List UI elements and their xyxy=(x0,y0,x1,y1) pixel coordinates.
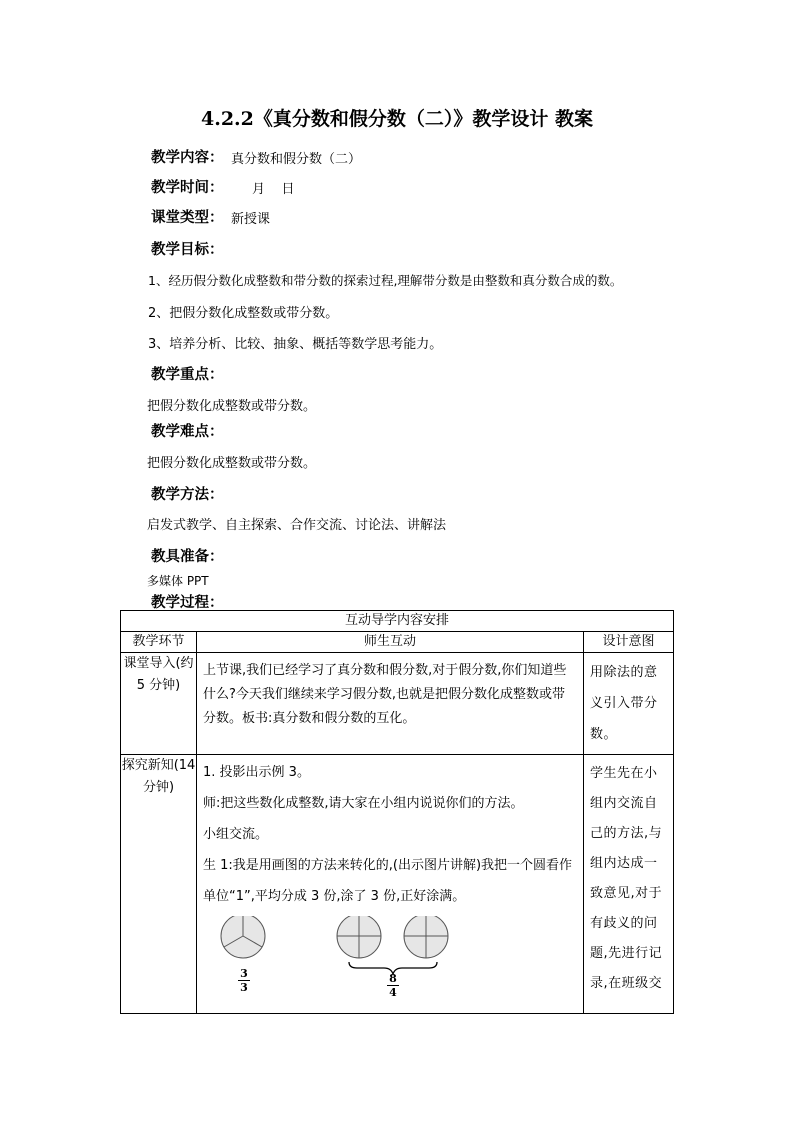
table-row xyxy=(121,653,674,755)
stage-cell: 探究新知(14 分钟) xyxy=(121,758,196,795)
time-label: 教学时间： xyxy=(151,180,224,196)
process-label: 教学过程： xyxy=(151,595,224,611)
circle-quarters-1 xyxy=(337,916,381,958)
interaction-line: 小组交流。 xyxy=(203,827,269,842)
table-caption: 互动导学内容安排 xyxy=(121,611,674,632)
fraction-denominator: 3 xyxy=(240,981,248,994)
process-table xyxy=(120,610,674,1014)
interaction-line: 1. 投影出示例 3。 xyxy=(203,765,310,780)
difficulty-value: 把假分数化成整数或带分数。 xyxy=(147,456,317,471)
difficulty-label: 教学难点： xyxy=(151,424,224,440)
header-stage: 教学环节 xyxy=(121,632,197,653)
tools-value: 多媒体 PPT xyxy=(147,574,209,588)
fraction-numerator: 3 xyxy=(240,967,248,980)
goal-item-2: 2、把假分数化成整数或带分数。 xyxy=(148,306,339,321)
methods-value: 启发式教学、自主探索、合作交流、讨论法、讲解法 xyxy=(147,518,447,533)
content-value: 真分数和假分数（二） xyxy=(231,152,362,167)
fraction-three-thirds xyxy=(238,968,250,993)
key-label: 教学重点： xyxy=(151,367,224,383)
interaction-line: 师:把这些数化成整数,请大家在小组内说说你们的方法。 xyxy=(203,796,524,811)
interaction-cell xyxy=(197,755,583,916)
document-title: 4.2.2《真分数和假分数（二）》教学设计 教案 xyxy=(200,108,593,130)
header-interaction: 师生互动 xyxy=(197,632,584,653)
fraction-figure xyxy=(197,916,583,1008)
content-label: 教学内容： xyxy=(151,150,224,166)
goals-label: 教学目标： xyxy=(151,242,224,258)
fraction-denominator: 4 xyxy=(389,986,397,999)
key-value: 把假分数化成整数或带分数。 xyxy=(147,399,317,414)
fraction-numerator: 8 xyxy=(389,972,397,985)
type-value: 新授课 xyxy=(231,212,271,227)
tools-label: 教具准备： xyxy=(151,549,224,565)
interaction-line: 生 1:我是用画图的方法来转化的,(出示图片讲解)我把一个圆看作单位“1”,平均分成 3 份,涂了 3 份,正好涂满。 xyxy=(203,858,573,904)
circle-quarters-2 xyxy=(404,916,448,958)
fraction-eight-fourths xyxy=(387,973,399,998)
type-label: 课堂类型： xyxy=(151,210,224,226)
stage-cell: 课堂导入(约 5 分钟) xyxy=(123,656,194,693)
intent-cell: 用除法的意义引入带分数。 xyxy=(590,665,658,742)
header-intent: 设计意图 xyxy=(584,632,674,653)
goal-item-1: 1、经历假分数化成整数和带分数的探索过程,理解带分数是由整数和真分数合成的数。 xyxy=(148,273,623,288)
intent-cell: 学生先在小组内交流自己的方法,与组内达成一致意见,对于有歧义的问题,先进行记录,在班级交 xyxy=(590,766,663,991)
interaction-cell: 上节课,我们已经学习了真分数和假分数,对于假分数,你们知道些什么?今天我们继续来学习假分数,也就是把假分数化成整数或带分数。板书:真分数和假分数的互化。 xyxy=(203,663,567,726)
methods-label: 教学方法： xyxy=(151,487,224,503)
time-value: 月 日 xyxy=(252,182,295,197)
table-row xyxy=(121,755,674,1014)
goal-item-3: 3、培养分析、比较、抽象、概括等数学思考能力。 xyxy=(148,337,443,352)
circle-thirds xyxy=(221,916,265,958)
